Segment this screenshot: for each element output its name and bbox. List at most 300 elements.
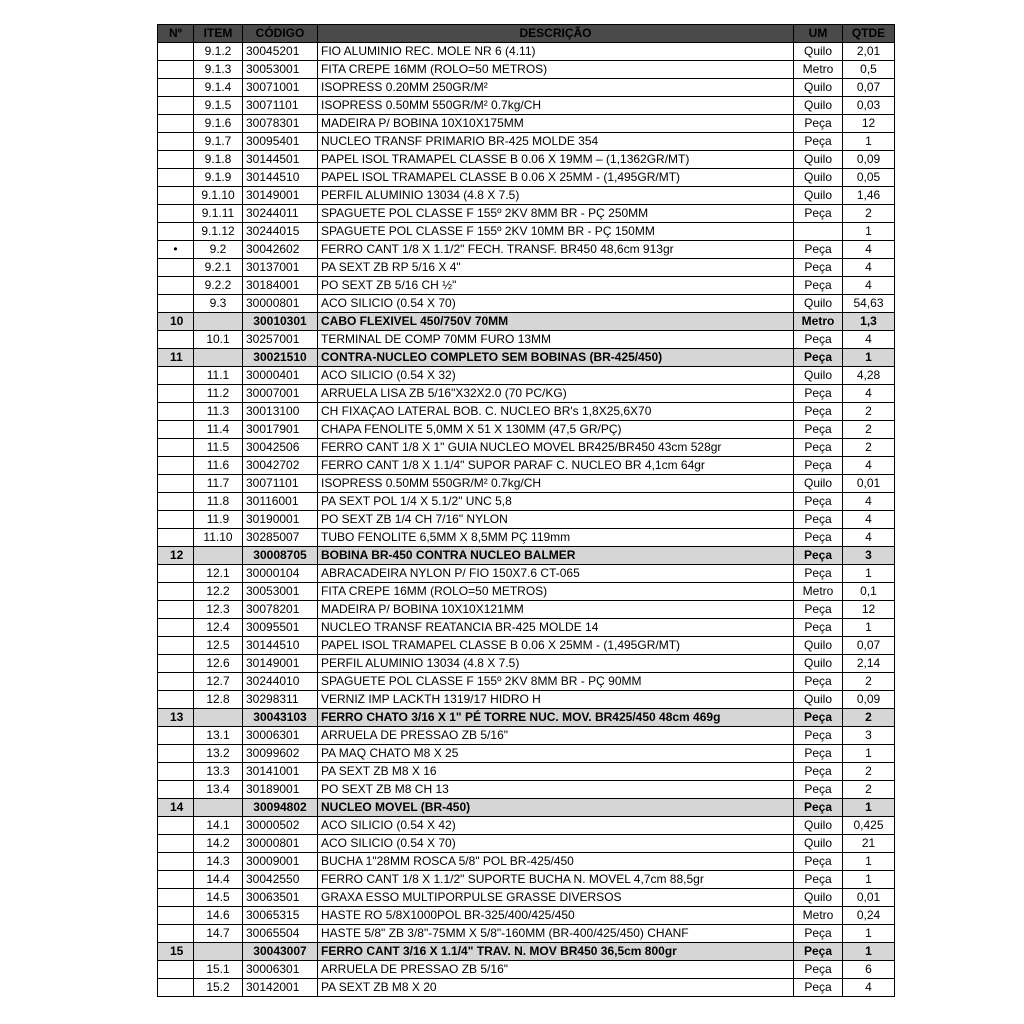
cell-no xyxy=(158,619,194,637)
cell-no xyxy=(158,763,194,781)
cell-um: Peça xyxy=(794,979,843,997)
table-row xyxy=(158,745,895,763)
cell-no xyxy=(158,817,194,835)
cell-qtde: 0,1 xyxy=(843,583,895,601)
cell-codigo: 30149001 xyxy=(243,655,318,673)
bill-of-materials-table xyxy=(157,24,895,997)
cell-item: 9.3 xyxy=(194,295,243,313)
cell-item: 14.2 xyxy=(194,835,243,853)
cell-descricao: ISOPRESS 0.20MM 250GR/M² xyxy=(318,79,794,97)
cell-um: Quilo xyxy=(794,637,843,655)
cell-descricao: MADEIRA P/ BOBINA 10X10X175MM xyxy=(318,115,794,133)
table-row xyxy=(158,241,895,259)
table-row xyxy=(158,403,895,421)
cell-qtde: 4 xyxy=(843,385,895,403)
cell-item: 11.7 xyxy=(194,475,243,493)
cell-item: 9.1.10 xyxy=(194,187,243,205)
table-row xyxy=(158,421,895,439)
cell-item: 12.2 xyxy=(194,583,243,601)
table-row xyxy=(158,475,895,493)
cell-descricao: PERFIL ALUMINIO 13034 (4.8 X 7.5) xyxy=(318,655,794,673)
cell-um: Metro xyxy=(794,907,843,925)
table-row-group xyxy=(158,709,895,727)
cell-item: 11.8 xyxy=(194,493,243,511)
cell-codigo: 30244011 xyxy=(243,205,318,223)
cell-item: 11.2 xyxy=(194,385,243,403)
table-row xyxy=(158,871,895,889)
cell-codigo: 30063501 xyxy=(243,889,318,907)
table-row xyxy=(158,277,895,295)
cell-item: 14.6 xyxy=(194,907,243,925)
cell-no xyxy=(158,511,194,529)
cell-descricao: ARRUELA DE PRESSAO ZB 5/16" xyxy=(318,961,794,979)
table-row xyxy=(158,691,895,709)
cell-um: Quilo xyxy=(794,79,843,97)
cell-no xyxy=(158,331,194,349)
cell-qtde: 1 xyxy=(843,619,895,637)
cell-um: Peça xyxy=(794,115,843,133)
cell-codigo: 30000401 xyxy=(243,367,318,385)
cell-no xyxy=(158,367,194,385)
cell-qtde: 4 xyxy=(843,241,895,259)
cell-item: 9.1.8 xyxy=(194,151,243,169)
cell-qtde: 4 xyxy=(843,529,895,547)
table-header xyxy=(158,25,895,43)
cell-qtde: 2 xyxy=(843,439,895,457)
cell-descricao: ACO SILICIO (0.54 X 32) xyxy=(318,367,794,385)
cell-item: 11.10 xyxy=(194,529,243,547)
cell-descricao: TERMINAL DE COMP 70MM FURO 13MM xyxy=(318,331,794,349)
cell-qtde: 4 xyxy=(843,277,895,295)
cell-codigo: 30244010 xyxy=(243,673,318,691)
table-row xyxy=(158,295,895,313)
cell-descricao: PA SEXT ZB RP 5/16 X 4" xyxy=(318,259,794,277)
table-row xyxy=(158,727,895,745)
cell-no xyxy=(158,853,194,871)
cell-item: 14.4 xyxy=(194,871,243,889)
cell-descricao: FERRO CANT 1/8 X 1" GUIA NUCLEO MOVEL BR425/BR450 43cm 528gr xyxy=(318,439,794,457)
table-row xyxy=(158,331,895,349)
cell-descricao: ACO SILICIO (0.54 X 70) xyxy=(318,835,794,853)
table-row xyxy=(158,367,895,385)
table-row xyxy=(158,979,895,997)
cell-descricao: FITA CREPE 16MM (ROLO=50 METROS) xyxy=(318,583,794,601)
cell-um: Peça xyxy=(794,781,843,799)
cell-qtde: 6 xyxy=(843,961,895,979)
cell-descricao: BOBINA BR-450 CONTRA NUCLEO BALMER xyxy=(318,547,794,565)
cell-codigo: 30053001 xyxy=(243,61,318,79)
cell-no xyxy=(158,565,194,583)
cell-descricao: PA SEXT ZB M8 X 16 xyxy=(318,763,794,781)
cell-descricao: SPAGUETE POL CLASSE F 155º 2KV 8MM BR - PÇ 250MM xyxy=(318,205,794,223)
cell-descricao: HASTE 5/8" ZB 3/8"-75MM X 5/8"-160MM (BR-400/425/450) CHANF xyxy=(318,925,794,943)
cell-qtde: 2 xyxy=(843,763,895,781)
cell-codigo: 30149001 xyxy=(243,187,318,205)
cell-item: 9.1.4 xyxy=(194,79,243,97)
cell-codigo: 30144501 xyxy=(243,151,318,169)
cell-no xyxy=(158,889,194,907)
table-row xyxy=(158,673,895,691)
cell-item: 13.4 xyxy=(194,781,243,799)
cell-descricao: ISOPRESS 0.50MM 550GR/M² 0.7kg/CH xyxy=(318,475,794,493)
cell-no xyxy=(158,673,194,691)
cell-um: Peça xyxy=(794,385,843,403)
cell-item xyxy=(194,547,243,565)
cell-descricao: CABO FLEXIVEL 450/750V 70MM xyxy=(318,313,794,331)
cell-qtde: 0,05 xyxy=(843,169,895,187)
cell-um: Peça xyxy=(794,259,843,277)
cell-descricao: ACO SILICIO (0.54 X 70) xyxy=(318,295,794,313)
cell-um: Quilo xyxy=(794,97,843,115)
cell-codigo: 30142001 xyxy=(243,979,318,997)
cell-qtde: 2 xyxy=(843,205,895,223)
cell-item: 15.2 xyxy=(194,979,243,997)
table-row xyxy=(158,961,895,979)
cell-qtde: 21 xyxy=(843,835,895,853)
cell-codigo: 30006301 xyxy=(243,727,318,745)
table-row xyxy=(158,781,895,799)
cell-qtde: 0,03 xyxy=(843,97,895,115)
cell-codigo: 30000502 xyxy=(243,817,318,835)
cell-descricao: TUBO FENOLITE 6,5MM X 8,5MM PÇ 119mm xyxy=(318,529,794,547)
cell-um xyxy=(794,223,843,241)
cell-codigo: 30257001 xyxy=(243,331,318,349)
cell-um: Metro xyxy=(794,61,843,79)
cell-no xyxy=(158,691,194,709)
cell-codigo: 30010301 xyxy=(243,313,318,331)
table-row xyxy=(158,457,895,475)
cell-item: 9.1.7 xyxy=(194,133,243,151)
cell-um: Peça xyxy=(794,133,843,151)
cell-item xyxy=(194,313,243,331)
cell-um: Quilo xyxy=(794,655,843,673)
cell-qtde: 2 xyxy=(843,673,895,691)
cell-qtde: 0,07 xyxy=(843,637,895,655)
cell-codigo: 30009001 xyxy=(243,853,318,871)
cell-codigo: 30285007 xyxy=(243,529,318,547)
table-row-group xyxy=(158,313,895,331)
cell-um: Quilo xyxy=(794,691,843,709)
cell-codigo: 30045201 xyxy=(243,43,318,61)
cell-codigo: 30144510 xyxy=(243,637,318,655)
cell-descricao: PO SEXT ZB 1/4 CH 7/16" NYLON xyxy=(318,511,794,529)
cell-um: Peça xyxy=(794,331,843,349)
header-descricao: DESCRIÇÃO xyxy=(318,25,794,43)
cell-um: Peça xyxy=(794,493,843,511)
cell-item: 12.6 xyxy=(194,655,243,673)
cell-no xyxy=(158,187,194,205)
cell-descricao: NUCLEO MOVEL (BR-450) xyxy=(318,799,794,817)
table-row xyxy=(158,169,895,187)
cell-codigo: 30008705 xyxy=(243,547,318,565)
cell-no xyxy=(158,277,194,295)
cell-um: Peça xyxy=(794,763,843,781)
cell-no xyxy=(158,439,194,457)
cell-qtde: 0,01 xyxy=(843,475,895,493)
cell-um: Peça xyxy=(794,439,843,457)
cell-no xyxy=(158,295,194,313)
cell-descricao: PA MAQ CHATO M8 X 25 xyxy=(318,745,794,763)
cell-qtde: 1 xyxy=(843,799,895,817)
cell-qtde: 54,63 xyxy=(843,295,895,313)
cell-um: Peça xyxy=(794,421,843,439)
cell-qtde: 0,07 xyxy=(843,79,895,97)
cell-um: Peça xyxy=(794,529,843,547)
cell-no xyxy=(158,115,194,133)
cell-item: 11.3 xyxy=(194,403,243,421)
cell-no xyxy=(158,745,194,763)
table-row xyxy=(158,907,895,925)
cell-item: 11.5 xyxy=(194,439,243,457)
cell-um: Quilo xyxy=(794,187,843,205)
cell-qtde: 3 xyxy=(843,727,895,745)
cell-codigo: 30043103 xyxy=(243,709,318,727)
cell-qtde: 2 xyxy=(843,709,895,727)
cell-qtde: 0,01 xyxy=(843,889,895,907)
cell-no xyxy=(158,403,194,421)
cell-no xyxy=(158,205,194,223)
cell-no: • xyxy=(158,241,194,259)
cell-um: Peça xyxy=(794,745,843,763)
cell-descricao: NUCLEO TRANSF REATANCIA BR-425 MOLDE 14 xyxy=(318,619,794,637)
cell-um: Quilo xyxy=(794,889,843,907)
cell-um: Peça xyxy=(794,799,843,817)
cell-no: 12 xyxy=(158,547,194,565)
cell-um: Peça xyxy=(794,871,843,889)
table-row xyxy=(158,43,895,61)
cell-qtde: 2 xyxy=(843,403,895,421)
cell-no xyxy=(158,835,194,853)
cell-codigo: 30095501 xyxy=(243,619,318,637)
cell-item: 12.1 xyxy=(194,565,243,583)
table-row xyxy=(158,79,895,97)
cell-no xyxy=(158,151,194,169)
header-row xyxy=(158,25,895,43)
cell-item: 10.1 xyxy=(194,331,243,349)
cell-qtde: 12 xyxy=(843,601,895,619)
cell-codigo: 30042550 xyxy=(243,871,318,889)
cell-item: 9.1.2 xyxy=(194,43,243,61)
cell-qtde: 12 xyxy=(843,115,895,133)
cell-um: Peça xyxy=(794,457,843,475)
cell-qtde: 1 xyxy=(843,133,895,151)
cell-qtde: 1 xyxy=(843,853,895,871)
cell-qtde: 3 xyxy=(843,547,895,565)
cell-descricao: PA SEXT POL 1/4 X 5.1/2" UNC 5,8 xyxy=(318,493,794,511)
cell-descricao: ACO SILICIO (0.54 X 42) xyxy=(318,817,794,835)
cell-um: Quilo xyxy=(794,475,843,493)
cell-descricao: ABRACADEIRA NYLON P/ FIO 150X7.6 CT-065 xyxy=(318,565,794,583)
cell-um: Quilo xyxy=(794,835,843,853)
cell-qtde: 4,28 xyxy=(843,367,895,385)
cell-um: Quilo xyxy=(794,151,843,169)
table-row xyxy=(158,61,895,79)
header-um: UM xyxy=(794,25,843,43)
cell-codigo: 30042602 xyxy=(243,241,318,259)
table-row-group xyxy=(158,943,895,961)
cell-qtde: 4 xyxy=(843,457,895,475)
cell-um: Peça xyxy=(794,601,843,619)
cell-codigo: 30000801 xyxy=(243,835,318,853)
cell-um: Peça xyxy=(794,925,843,943)
cell-no xyxy=(158,979,194,997)
table-row xyxy=(158,493,895,511)
cell-descricao: MADEIRA P/ BOBINA 10X10X121MM xyxy=(318,601,794,619)
table-row xyxy=(158,115,895,133)
cell-um: Quilo xyxy=(794,817,843,835)
cell-codigo: 30094802 xyxy=(243,799,318,817)
table-row xyxy=(158,205,895,223)
cell-codigo: 30189001 xyxy=(243,781,318,799)
cell-qtde: 1 xyxy=(843,871,895,889)
cell-codigo: 30006301 xyxy=(243,961,318,979)
cell-no xyxy=(158,223,194,241)
cell-qtde: 0,425 xyxy=(843,817,895,835)
cell-qtde: 2,01 xyxy=(843,43,895,61)
cell-qtde: 4 xyxy=(843,979,895,997)
table-row xyxy=(158,529,895,547)
cell-codigo: 30071001 xyxy=(243,79,318,97)
cell-qtde: 4 xyxy=(843,259,895,277)
cell-item: 12.5 xyxy=(194,637,243,655)
cell-descricao: FIO ALUMINIO REC. MOLE NR 6 (4.11) xyxy=(318,43,794,61)
cell-item: 9.1.3 xyxy=(194,61,243,79)
cell-um: Peça xyxy=(794,277,843,295)
cell-item: 14.5 xyxy=(194,889,243,907)
table-row xyxy=(158,565,895,583)
cell-item: 15.1 xyxy=(194,961,243,979)
cell-codigo: 30095401 xyxy=(243,133,318,151)
cell-qtde: 2 xyxy=(843,421,895,439)
cell-codigo: 30043007 xyxy=(243,943,318,961)
cell-descricao: FERRO CANT 1/8 X 1.1/2" FECH. TRANSF. BR450 48,6cm 913gr xyxy=(318,241,794,259)
cell-descricao: GRAXA ESSO MULTIPORPULSE GRASSE DIVERSOS xyxy=(318,889,794,907)
table-row xyxy=(158,889,895,907)
cell-no xyxy=(158,457,194,475)
cell-no xyxy=(158,637,194,655)
cell-qtde: 1,46 xyxy=(843,187,895,205)
cell-qtde: 2,14 xyxy=(843,655,895,673)
cell-codigo: 30244015 xyxy=(243,223,318,241)
cell-um: Peça xyxy=(794,205,843,223)
cell-item: 9.1.9 xyxy=(194,169,243,187)
cell-qtde: 1 xyxy=(843,925,895,943)
cell-qtde: 0,24 xyxy=(843,907,895,925)
cell-item: 11.9 xyxy=(194,511,243,529)
cell-um: Peça xyxy=(794,349,843,367)
cell-no xyxy=(158,871,194,889)
table-row-group xyxy=(158,349,895,367)
cell-item: 9.2.1 xyxy=(194,259,243,277)
table-body xyxy=(158,43,895,997)
cell-no xyxy=(158,475,194,493)
cell-item: 9.2.2 xyxy=(194,277,243,295)
cell-no xyxy=(158,385,194,403)
cell-um: Peça xyxy=(794,619,843,637)
cell-descricao: PERFIL ALUMINIO 13034 (4.8 X 7.5) xyxy=(318,187,794,205)
cell-no xyxy=(158,493,194,511)
cell-item xyxy=(194,709,243,727)
table-row xyxy=(158,385,895,403)
cell-descricao: FERRO CHATO 3/16 X 1" PÉ TORRE NUC. MOV. BR425/450 48cm 469g xyxy=(318,709,794,727)
cell-um: Peça xyxy=(794,565,843,583)
table-row xyxy=(158,763,895,781)
cell-no xyxy=(158,727,194,745)
cell-item: 14.1 xyxy=(194,817,243,835)
cell-no xyxy=(158,421,194,439)
table-row xyxy=(158,259,895,277)
cell-item: 12.4 xyxy=(194,619,243,637)
cell-codigo: 30184001 xyxy=(243,277,318,295)
cell-no: 15 xyxy=(158,943,194,961)
table-row xyxy=(158,655,895,673)
cell-descricao: PAPEL ISOL TRAMAPEL CLASSE B 0.06 X 25MM - (1,495GR/MT) xyxy=(318,637,794,655)
cell-item: 13.3 xyxy=(194,763,243,781)
cell-no xyxy=(158,61,194,79)
cell-codigo: 30021510 xyxy=(243,349,318,367)
cell-um: Peça xyxy=(794,547,843,565)
cell-descricao: PO SEXT ZB 5/16 CH ½" xyxy=(318,277,794,295)
cell-item xyxy=(194,349,243,367)
cell-descricao: FERRO CANT 3/16 X 1.1/4" TRAV. N. MOV BR450 36,5cm 800gr xyxy=(318,943,794,961)
table-row xyxy=(158,151,895,169)
cell-descricao: FITA CREPE 16MM (ROLO=50 METROS) xyxy=(318,61,794,79)
cell-no xyxy=(158,43,194,61)
table-row-group xyxy=(158,799,895,817)
cell-codigo: 30017901 xyxy=(243,421,318,439)
cell-item: 13.2 xyxy=(194,745,243,763)
cell-codigo: 30190001 xyxy=(243,511,318,529)
cell-codigo: 30144510 xyxy=(243,169,318,187)
cell-item xyxy=(194,943,243,961)
cell-codigo: 30071101 xyxy=(243,475,318,493)
cell-codigo: 30078201 xyxy=(243,601,318,619)
table-row xyxy=(158,637,895,655)
cell-descricao: HASTE RO 5/8X1000POL BR-325/400/425/450 xyxy=(318,907,794,925)
cell-descricao: CONTRA-NUCLEO COMPLETO SEM BOBINAS (BR-425/450) xyxy=(318,349,794,367)
cell-descricao: FERRO CANT 1/8 X 1.1/2" SUPORTE BUCHA N. MOVEL 4,7cm 88,5gr xyxy=(318,871,794,889)
cell-um: Peça xyxy=(794,241,843,259)
cell-item: 14.3 xyxy=(194,853,243,871)
cell-qtde: 4 xyxy=(843,511,895,529)
table-row xyxy=(158,619,895,637)
cell-no: 13 xyxy=(158,709,194,727)
cell-descricao: ARRUELA DE PRESSAO ZB 5/16" xyxy=(318,727,794,745)
cell-no xyxy=(158,169,194,187)
header-no: Nº xyxy=(158,25,194,43)
cell-codigo: 30053001 xyxy=(243,583,318,601)
cell-no xyxy=(158,655,194,673)
cell-um: Peça xyxy=(794,727,843,745)
table-row xyxy=(158,133,895,151)
cell-um: Quilo xyxy=(794,169,843,187)
cell-item: 12.7 xyxy=(194,673,243,691)
cell-codigo: 30013100 xyxy=(243,403,318,421)
cell-qtde: 4 xyxy=(843,331,895,349)
cell-descricao: VERNIZ IMP LACKTH 1319/17 HIDRO H xyxy=(318,691,794,709)
cell-descricao: PAPEL ISOL TRAMAPEL CLASSE B 0.06 X 25MM - (1,495GR/MT) xyxy=(318,169,794,187)
cell-qtde: 0,09 xyxy=(843,691,895,709)
table-row xyxy=(158,223,895,241)
cell-descricao: SPAGUETE POL CLASSE F 155º 2KV 8MM BR - PÇ 90MM xyxy=(318,673,794,691)
cell-descricao: PAPEL ISOL TRAMAPEL CLASSE B 0.06 X 19MM – (1,1362GR/MT) xyxy=(318,151,794,169)
cell-um: Metro xyxy=(794,313,843,331)
cell-um: Peça xyxy=(794,853,843,871)
cell-codigo: 30042506 xyxy=(243,439,318,457)
cell-no xyxy=(158,259,194,277)
table-row xyxy=(158,853,895,871)
cell-codigo: 30137001 xyxy=(243,259,318,277)
